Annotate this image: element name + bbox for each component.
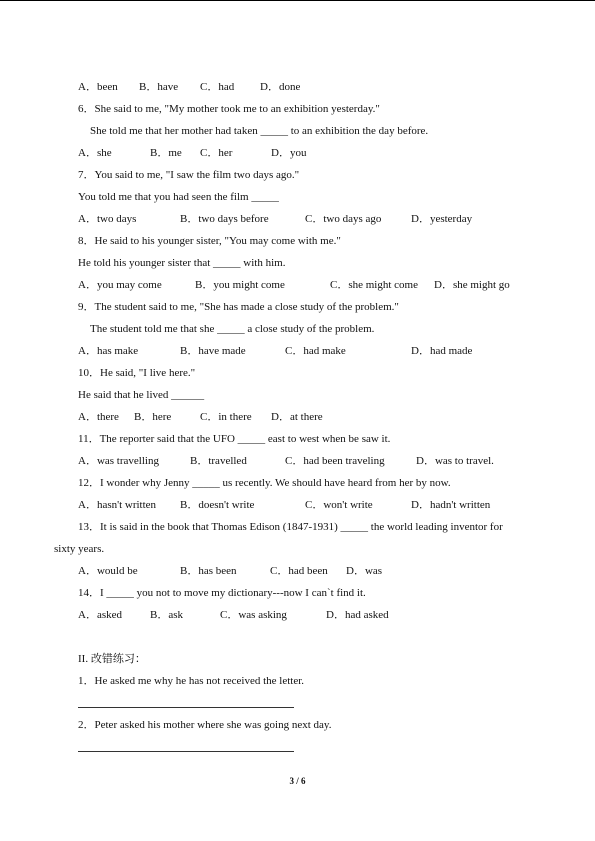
option-a: A．two days [78, 213, 137, 225]
option-c: C．was asking [220, 609, 287, 621]
section2-item-1: 1．He asked me why he has not received the letter. [78, 675, 305, 687]
q9-convert: The student told me that she _____ a close study of the problem. [90, 323, 375, 335]
q13-stem: 13．It is said in the book that Thomas Edison (1847-1931) _____ the world leading inventor for [78, 521, 503, 533]
option-a: A．has make [78, 345, 139, 357]
option-d: D．had asked [326, 609, 389, 621]
option-d: D．was to travel. [416, 455, 494, 467]
option-c: C．she might come [330, 279, 418, 291]
option-b: B．have [139, 81, 179, 93]
option-b: B．me [150, 147, 182, 159]
option-a: A．was travelling [78, 455, 159, 467]
option-c: C．had been [270, 565, 328, 577]
q11-stem: 11．The reporter said that the UFO _____ east to west when be saw it. [78, 433, 391, 445]
option-c: C．won't write [305, 499, 373, 511]
q8-convert: He told his younger sister that _____ with him. [78, 257, 286, 269]
option-c: C．had been traveling [285, 455, 385, 467]
option-a: A．she [78, 147, 112, 159]
option-a: A．there [78, 411, 119, 423]
q8-stem: 8．He said to his younger sister, "You may come with me." [78, 235, 341, 247]
option-c: C．two days ago [305, 213, 382, 225]
option-b: B．here [134, 411, 172, 423]
option-b: B．has been [180, 565, 237, 577]
q10-convert: He said that he lived ______ [78, 389, 205, 401]
q6-convert: She told me that her mother had taken _____ to an exhibition the day before. [90, 125, 429, 137]
option-a: A．been [78, 81, 118, 93]
option-d: D．done [260, 81, 301, 93]
option-d: D．yesterday [411, 213, 473, 225]
option-c: C．had make [285, 345, 346, 357]
option-a: A．you may come [78, 279, 162, 291]
option-b: B．ask [150, 609, 183, 621]
option-d: D．was [346, 565, 383, 577]
option-a: A．hasn't written [78, 499, 157, 511]
q6-stem: 6．She said to me, "My mother took me to an exhibition yesterday." [78, 103, 380, 115]
option-d: D．hadn't written [411, 499, 491, 511]
option-d: D．she might go [434, 279, 510, 291]
option-c: C．in there [200, 411, 252, 423]
option-b: B．you might come [195, 279, 285, 291]
option-c: C．her [200, 147, 233, 159]
q13-stem-cont: sixty years. [54, 543, 105, 555]
page-number: 3 / 6 [289, 776, 306, 786]
option-d: D．you [271, 147, 307, 159]
q10-stem: 10．He said, "I live here." [78, 367, 196, 379]
q7-convert: You told me that you had seen the film _____ [78, 191, 279, 203]
option-b: B．doesn't write [180, 499, 255, 511]
q9-stem: 9．The student said to me, "She has made a close study of the problem." [78, 301, 399, 313]
q7-stem: 7．You said to me, "I saw the film two days ago." [78, 169, 300, 181]
option-a: A．asked [78, 609, 122, 621]
section2-item-2: 2．Peter asked his mother where she was going next day. [78, 719, 332, 731]
q14-stem: 14．I _____ you not to move my dictionary---now I can`t find it. [78, 587, 366, 599]
answer-line-2[interactable] [78, 751, 294, 752]
q12-stem: 12．I wonder why Jenny _____ us recently. We should have heard from her by now. [78, 477, 451, 489]
option-b: B．have made [180, 345, 246, 357]
option-c: C．had [200, 81, 235, 93]
option-d: D．had made [411, 345, 473, 357]
option-b: B．two days before [180, 213, 269, 225]
option-b: B．travelled [190, 455, 247, 467]
option-d: D．at there [271, 411, 323, 423]
answer-line-1[interactable] [78, 707, 294, 708]
option-a: A．would be [78, 565, 138, 577]
section2-title: II. 改错练习： [78, 653, 146, 665]
